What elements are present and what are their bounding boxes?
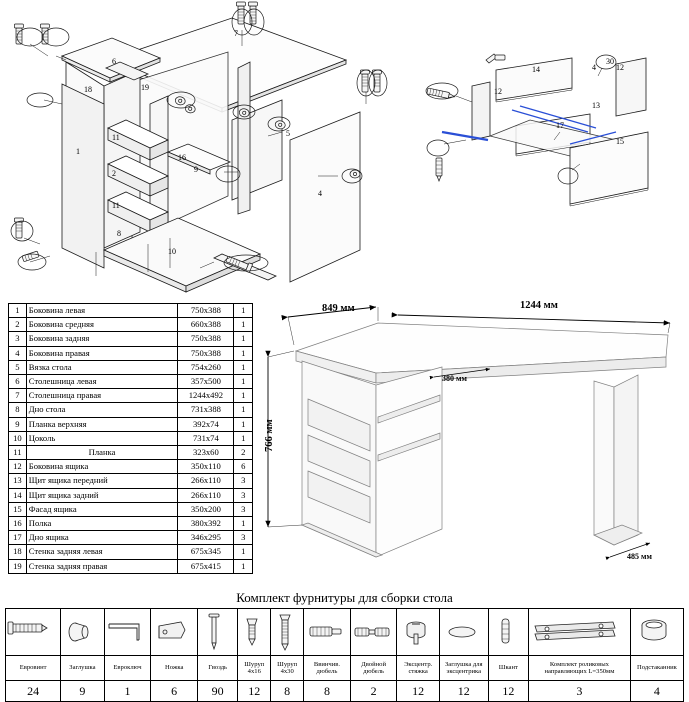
hw-name: Ножка xyxy=(151,656,198,681)
svg-text:4: 4 xyxy=(318,189,322,198)
hw-icon-cell xyxy=(488,609,528,656)
hw-count: 90 xyxy=(198,681,238,702)
exploded-cabinet-diagram xyxy=(0,0,420,300)
hw-icon-cell xyxy=(529,609,631,656)
hw-icon-cell xyxy=(6,609,61,656)
hw-icon-cell xyxy=(304,609,351,656)
table-row: 17 Дно ящика 346x295 3 xyxy=(9,531,253,545)
hw-name: Евроключ xyxy=(104,656,151,681)
hw-count: 2 xyxy=(350,681,397,702)
hw-icon-cell xyxy=(151,609,198,656)
svg-text:19: 19 xyxy=(141,83,149,92)
svg-text:15: 15 xyxy=(616,137,624,146)
dimension-height: 766 мм xyxy=(264,419,275,452)
hw-icon-cell xyxy=(350,609,397,656)
hw-name: Шкант xyxy=(488,656,528,681)
hw-name: Евровинт xyxy=(6,656,61,681)
hw-icon-cell xyxy=(238,609,271,656)
svg-text:2: 2 xyxy=(112,169,116,178)
hw-icon-cell xyxy=(104,609,151,656)
hw-count: 3 xyxy=(529,681,631,702)
hw-count: 4 xyxy=(630,681,683,702)
svg-text:8: 8 xyxy=(117,229,121,238)
svg-text:1: 1 xyxy=(76,147,80,156)
dimension-depth-left: 849 мм xyxy=(322,303,355,314)
hw-name: Шуруп 4x16 xyxy=(238,656,271,681)
table-row: 1 Боковина левая 750x388 1 xyxy=(9,304,253,318)
table-row: 10 Цоколь 731x74 1 xyxy=(9,431,253,445)
table-row: 3 Боковина задняя 750x388 1 xyxy=(9,332,253,346)
table-row: 12 Боковина ящика 350x110 6 xyxy=(9,460,253,474)
hw-count: 12 xyxy=(397,681,439,702)
table-row: 7 Столешница правая 1244x492 1 xyxy=(9,389,253,403)
hw-count: 1 xyxy=(104,681,151,702)
dimension-width-total: 1244 мм xyxy=(520,300,558,311)
hw-count: 12 xyxy=(488,681,528,702)
table-row: 5 Вязка стола 754x260 1 xyxy=(9,360,253,374)
svg-text:7: 7 xyxy=(234,29,238,38)
hw-icon-cell xyxy=(61,609,105,656)
table-row: 15 Фасад ящика 350x200 3 xyxy=(9,502,253,516)
dimension-foot-depth: 485 мм xyxy=(627,552,652,561)
svg-text:9: 9 xyxy=(194,165,198,174)
hw-icon-cell xyxy=(630,609,683,656)
table-row: 11 Планка 323x60 2 xyxy=(9,446,253,460)
table-row: 6 Столешница левая 357x500 1 xyxy=(9,375,253,389)
svg-text:5: 5 xyxy=(286,129,290,138)
svg-text:11: 11 xyxy=(112,201,120,210)
svg-text:17: 17 xyxy=(556,121,564,130)
hw-count: 8 xyxy=(304,681,351,702)
svg-text:14: 14 xyxy=(532,65,540,74)
table-row: 13 Щит ящика передний 266x110 3 xyxy=(9,474,253,488)
hw-name: Гвоздь xyxy=(198,656,238,681)
hw-count: 6 xyxy=(151,681,198,702)
svg-text:12: 12 xyxy=(494,87,502,96)
svg-text:13: 13 xyxy=(592,101,600,110)
hw-count: 9 xyxy=(61,681,105,702)
hw-count: 12 xyxy=(439,681,488,702)
table-row: 16 Полка 380x392 1 xyxy=(9,517,253,531)
svg-text:4: 4 xyxy=(592,63,596,72)
hw-icon-cell xyxy=(397,609,439,656)
hw-name: Эксцентр. стяжка xyxy=(397,656,439,681)
svg-text:10: 10 xyxy=(168,247,176,256)
dimensioned-desk-view xyxy=(258,295,688,585)
hw-icon-cell xyxy=(271,609,304,656)
hw-name: Подстаканник xyxy=(630,656,683,681)
hardware-section-title: Комплект фурнитуры для сборки стола xyxy=(236,590,453,605)
table-row: 18 Стенка задняя левая 675x345 1 xyxy=(9,545,253,559)
parts-table xyxy=(8,303,253,574)
hw-icon-cell xyxy=(439,609,488,656)
table-row: 14 Щит ящика задний 266x110 3 xyxy=(9,488,253,502)
hw-count: 24 xyxy=(6,681,61,702)
hw-name: Заглушка xyxy=(61,656,105,681)
hw-name: Шуруп 4x30 xyxy=(271,656,304,681)
table-row: 8 Дно стола 731x388 1 xyxy=(9,403,253,417)
table-row: 4 Боковина правая 750x388 1 xyxy=(9,346,253,360)
hw-icon-cell xyxy=(198,609,238,656)
table-row: 9 Планка верхняя 392x74 1 xyxy=(9,417,253,431)
hw-name: Двойной дюбель xyxy=(350,656,397,681)
svg-text:16: 16 xyxy=(178,153,186,162)
table-row: 2 Боковина средняя 660x388 1 xyxy=(9,318,253,332)
hardware-table xyxy=(5,608,684,702)
hw-name: Комплект роликовых направляющих L=350мм xyxy=(529,656,631,681)
table-row: 19 Стенка задняя правая 675x415 1 xyxy=(9,559,253,573)
hw-name: Заглушка для эксцентрика xyxy=(439,656,488,681)
svg-text:18: 18 xyxy=(84,85,92,94)
exploded-drawer-diagram xyxy=(420,40,680,225)
hw-count: 8 xyxy=(271,681,304,702)
dimension-shelf-depth: 380 мм xyxy=(442,374,467,383)
hw-count: 12 xyxy=(238,681,271,702)
svg-text:30: 30 xyxy=(606,57,614,66)
svg-text:12: 12 xyxy=(616,63,624,72)
hw-name: Ввинчив. дюбель xyxy=(304,656,351,681)
svg-text:11: 11 xyxy=(112,133,120,142)
svg-text:6: 6 xyxy=(112,57,116,66)
